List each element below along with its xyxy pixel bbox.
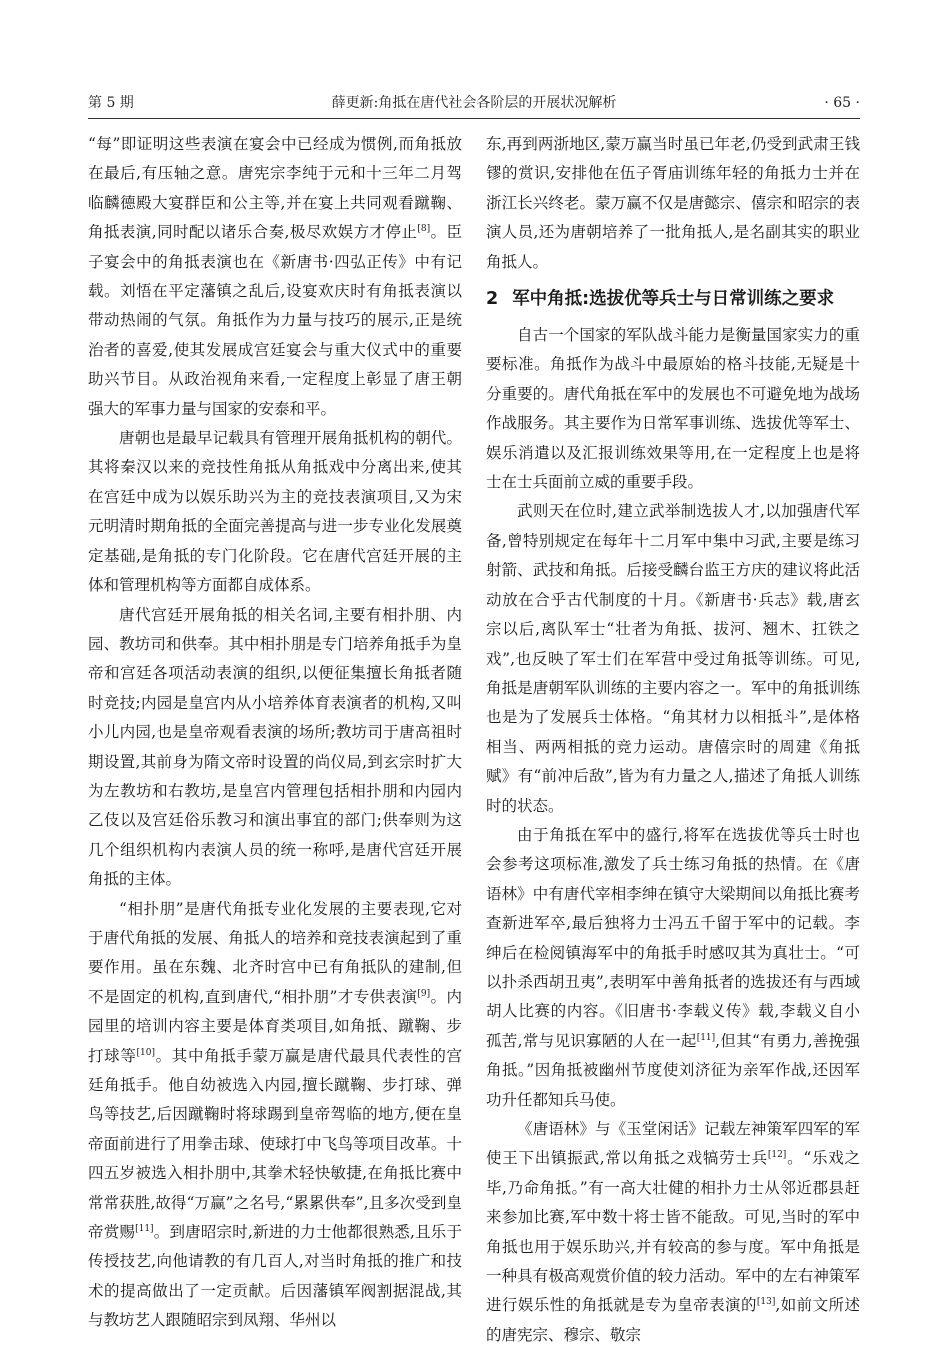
section-title: 军中角抵:选拔优等兵士与日常训练之要求 xyxy=(512,289,835,310)
running-header xyxy=(88,92,860,116)
citation-ref: [10] xyxy=(136,1047,155,1058)
left-column xyxy=(88,130,462,1336)
citation-ref: [11] xyxy=(135,1223,154,1234)
issue-label: 第 5 期 xyxy=(88,95,134,111)
header-rule xyxy=(88,118,860,119)
right-column xyxy=(486,130,860,1350)
paragraph: 武则天在位时,建立武举制选拔人才,以加强唐代军备,曾特别规定在每年十二月军中集中习武,主要是练习射箭、武技和角抵。后接受麟台监王方庆的建议将此活动放在合乎古代制度的十月。《新唐书·兵志》载,唐玄宗以后,离队军士“壮者为角抵、拔河、翘木、扛铁之戏”,也反映了军士们在军营中受过角抵等训练。可见,角抵是唐朝军队训练的主要内容之一。军中的角抵训练也是为了发展兵士体格。“角其材力以相抵斗”,是体格相当、两两相抵的竞力运动。唐僖宗时的周建《角抵赋》有“前冲后敌”,皆为有力量之人,描述了角抵人训练时的状态。 xyxy=(486,502,860,815)
paragraph: 东,再到两浙地区,蒙万赢当时虽已年老,仍受到武肃王钱镠的赏识,安排他在伍子胥庙训练年轻的角抵力士并在浙江长兴终老。蒙万赢不仅是唐懿宗、僖宗和昭宗的表演人员,还为唐朝培养了一批角抵人,是名副其实的职业角抵人。 xyxy=(486,135,860,271)
section-heading xyxy=(486,283,860,315)
paragraph: 《唐语林》与《玉堂闲话》记载左神策军四军的军使王下出镇振武,常以角抵之戏犒劳士兵[12]。“乐戏之毕,乃命角抵。”有一高大壮健的相扑力士从邻近郡县赶来参加比赛,军中数十将士皆不能敌。可见,当时的军中角抵也用于娱乐助兴,并有较高的参与度。军中角抵是一种具有极高观赏价值的较力活动。军中的左右神策军进行娱乐性的角抵就是专为皇帝表演的[13],如前文所述的唐宪宗、穆宗、敬宗 xyxy=(486,1120,860,1344)
paragraph: 唐代宫廷开展角抵的相关名词,主要有相扑朋、内园、教坊司和供奉。其中相扑朋是专门培养角抵手为皇帝和宫廷各项活动表演的组织,以便征集擅长角抵者随时竞技;内园是皇宫内从小培养体育表演者的机构,又叫小儿内园,也是皇帝观看表演的场所;教坊司于唐高祖时期设置,其前身为隋文帝时设置的尚仪局,到玄宗时扩大为左教坊和右教坊,是皇宫内管理包括相扑朋和内园内乙伎以及宫廷俗乐教习和演出事宜的部门;供奉则为这几个组织机构内表演人员的统一称呼,是唐代宫廷开展角抵的主体。 xyxy=(88,605,462,889)
paragraph: 由于角抵在军中的盛行,将军在选拔优等兵士时也会参考这项标准,激发了兵士练习角抵的热情。在《唐语林》中有唐代宰相李绅在镇守大梁期间以角抵比赛考查新进军卒,最后独将力士冯五千留于军中的记载。李绅后在检阅镇海军中的角抵手时感叹其为真壮士。“可以扑杀西胡丑夷”,表明军中善角抵者的选拔还有与西域胡人比赛的内容。《旧唐书·李载义传》载,李载义自小孤苦,常与见识寡陋的人在一起[11],但其“有勇力,善挽强角抵。”因角抵被幽州节度使刘济征为亲军作战,还因军功升任都知兵马使。 xyxy=(486,825,860,1109)
citation-ref: [9] xyxy=(417,988,431,999)
citation-ref: [13] xyxy=(756,1297,776,1308)
paragraph: 自古一个国家的军队战斗能力是衡量国家实力的重要标准。角抵作为战斗中最原始的格斗技能,无疑是十分重要的。唐代角抵在军中的发展也不可避免地为战场作战服务。其主要作为日常军事训练、选拔优等军士、娱乐消遣以及汇报训练效果等用,在一定程度上也是将士在士兵面前立威的重要手段。 xyxy=(486,326,860,492)
running-title: 薛更新:角抵在唐代社会各阶层的开展状况解析 xyxy=(331,95,617,111)
citation-ref: [11] xyxy=(696,1032,716,1043)
citation-ref: [12] xyxy=(767,1150,787,1161)
paragraph: “每”即证明这些表演在宴会中已经成为惯例,而角抵放在最后,有压轴之意。唐宪宗李纯于元和十三年二月驾临麟德殿大宴群臣和公主等,并在宴上共同观看蹴鞠、角抵表演,同时配以诸乐合奏,极尽欢娱方才停止[8]。臣子宴会中的角抵表演也在《新唐书·四弘正传》中有记载。刘悟在平定藩镇之乱后,设宴欢庆时有角抵表演以带动热闹的气氛。角抵作为力量与技巧的展示,正是统治者的喜爱,使其发展成宫廷宴会与重大仪式中的重要助兴节目。从政治视角来看,一定程度上彰显了唐王朝强大的军事力量与国家的安泰和平。 xyxy=(88,135,462,418)
page-number: · 65 · xyxy=(824,95,860,111)
section-number: 2 xyxy=(486,289,499,310)
paragraph: “相扑朋”是唐代角抵专业化发展的主要表现,它对于唐代角抵的发展、角抵人的培养和竞技表演起到了重要作用。虽在东魏、北齐时宫中已有角抵队的建制,但不是固定的机构,直到唐代,“相扑朋”才专供表演[9]。内园里的培训内容主要是体育类项目,如角抵、蹴鞠、步打球等[10]。其中角抵手蒙万赢是唐代最具代表性的宫廷角抵手。他自幼被选入内园,擅长蹴鞠、步打球、弹鸟等技艺,后因蹴鞠时将球踢到皇帝驾临的地方,便在皇帝面前进行了用拳击球、使球打中飞鸟等项目改革。十四五岁被选入相扑朋中,其拳术轻快敏捷,在角抵比赛中常常获胜,故得“万赢”之名号,“累累供奉”,且多次受到皇帝赏赐[11]。到唐昭宗时,新进的力士他都很熟悉,且乐于传授技艺,向他请教的有几百人,对当时角抵的推广和技术的提高做出了一定贡献。后因藩镇军阀割据混战,其与教坊艺人跟随昭宗到凤翔、华州以 xyxy=(88,899,462,1330)
paragraph: 唐朝也是最早记载具有管理开展角抵机构的朝代。其将秦汉以来的竞技性角抵从角抵戏中分离出来,使其在宫廷中成为以娱乐助兴为主的竞技表演项目,又为宋元明清时期角抵的全面完善提高与进一步专业化发展奠定基础,是角抵的专门化阶段。它在唐代宫廷开展的主体和管理机构等方面都自成体系。 xyxy=(88,429,462,595)
citation-ref: [8] xyxy=(417,224,431,235)
